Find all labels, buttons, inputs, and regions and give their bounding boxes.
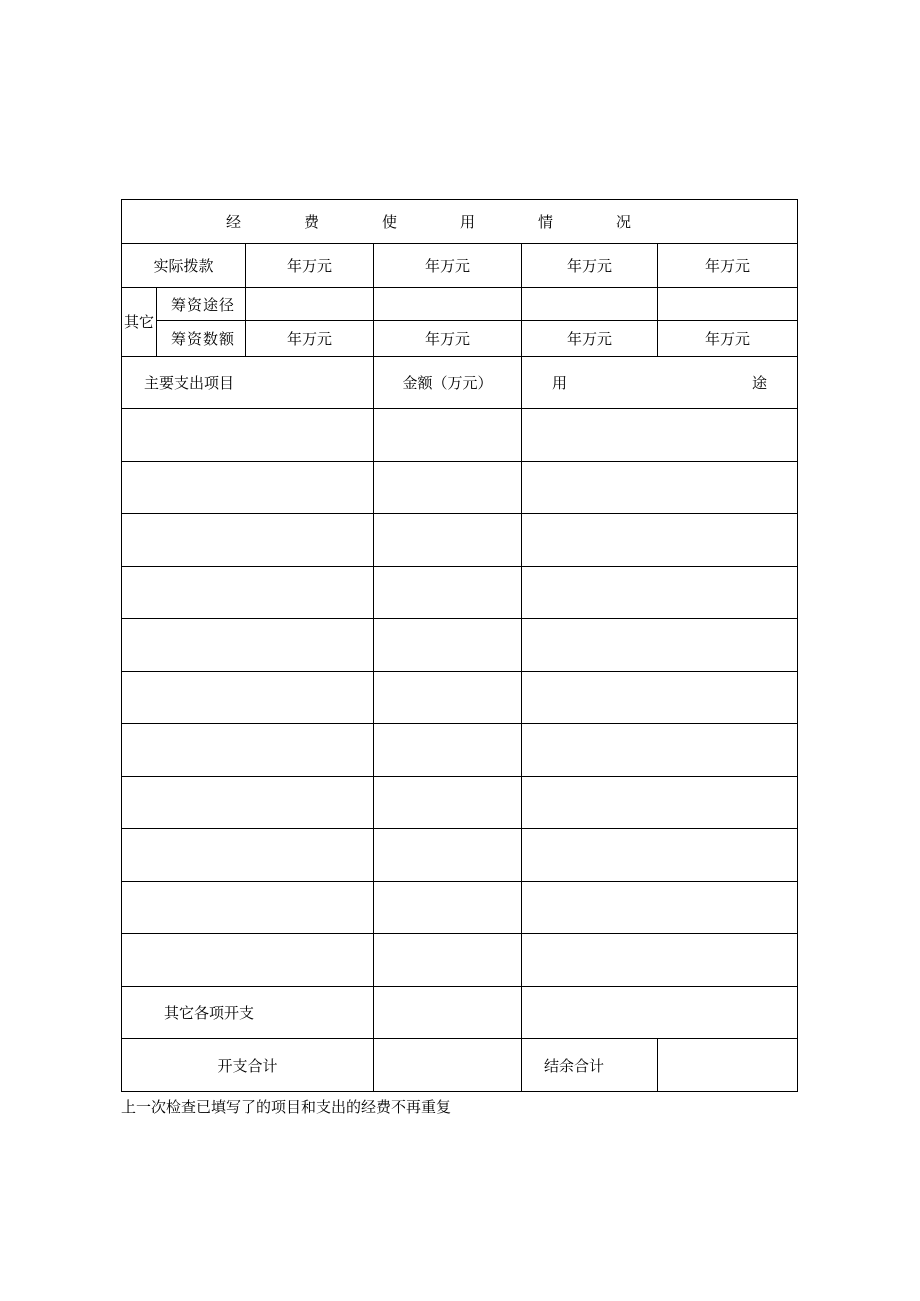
allocation-label: 实际拨款 [122,244,246,288]
funding-channel-label: 筹资途径 [157,288,246,321]
expense-header-row [122,357,798,409]
allocation-value-4[interactable]: 年万元 [658,244,798,288]
expense-amount-cell[interactable] [374,829,522,882]
funding-channel-cell-4[interactable] [658,288,798,321]
expense-usage-cell[interactable] [522,829,798,882]
expense-item-cell[interactable] [122,566,374,619]
expense-amount-cell[interactable] [374,619,522,672]
expense-usage-cell[interactable] [522,514,798,567]
expense-row [122,881,798,934]
expense-usage-cell[interactable] [522,566,798,619]
other-expenses-usage-cell[interactable] [522,986,798,1039]
expense-amount-cell[interactable] [374,409,522,462]
expense-row [122,461,798,514]
table-title [122,200,798,244]
expense-amount-cell[interactable] [374,881,522,934]
expense-item-cell[interactable] [122,829,374,882]
allocation-value-3[interactable]: 年万元 [522,244,658,288]
other-expenses-row [122,986,798,1039]
expense-amount-cell[interactable] [374,461,522,514]
items-header: 主要支出项目 [122,357,374,409]
expense-usage-cell[interactable] [522,776,798,829]
title-char: 用 [460,213,476,231]
title-char: 费 [304,213,320,231]
title-char: 况 [616,213,632,231]
title-char: 情 [538,213,554,231]
funding-channel-row [122,288,798,321]
expense-row [122,409,798,462]
expense-amount-cell[interactable] [374,776,522,829]
expense-usage-cell[interactable] [522,671,798,724]
expense-amount-cell[interactable] [374,566,522,619]
expense-amount-cell[interactable] [374,514,522,567]
expense-usage-cell[interactable] [522,934,798,987]
expense-amount-cell[interactable] [374,724,522,777]
funding-amount-value-2[interactable]: 年万元 [374,321,522,357]
funding-channel-cell-3[interactable] [522,288,658,321]
expense-item-cell[interactable] [122,881,374,934]
title-char: 经 [226,213,242,231]
amount-header: 金额（万元） [374,357,522,409]
funding-channel-cell-1[interactable] [246,288,374,321]
footnote: 上一次检查已填写了的项目和支出的经费不再重复 [121,1098,452,1116]
expense-row [122,619,798,672]
expense-row [122,724,798,777]
funding-amount-label: 筹资数额 [157,321,246,357]
expense-usage-cell[interactable] [522,409,798,462]
expense-amount-cell[interactable] [374,934,522,987]
expense-usage-cell[interactable] [522,619,798,672]
expense-row [122,671,798,724]
total-expense-value-cell[interactable] [374,1039,522,1092]
balance-total-value-cell[interactable] [658,1039,798,1092]
expense-usage-cell[interactable] [522,724,798,777]
expense-item-cell[interactable] [122,724,374,777]
expense-usage-cell[interactable] [522,461,798,514]
funding-channel-cell-2[interactable] [374,288,522,321]
usage-header-char: 途 [752,374,768,392]
usage-header-char: 用 [552,374,568,392]
totals-row [122,1039,798,1092]
expense-item-cell[interactable] [122,619,374,672]
total-expense-label: 开支合计 [122,1039,374,1092]
funding-amount-value-3[interactable]: 年万元 [522,321,658,357]
funding-amount-row [122,321,798,357]
title-char: 使 [382,213,398,231]
balance-total-label: 结余合计 [522,1039,658,1092]
expense-item-cell[interactable] [122,461,374,514]
usage-header [522,357,798,409]
funding-amount-value-1[interactable]: 年万元 [246,321,374,357]
expense-usage-cell[interactable] [522,881,798,934]
expense-item-cell[interactable] [122,934,374,987]
expense-row [122,829,798,882]
expense-row [122,514,798,567]
expense-row [122,776,798,829]
other-label: 其它 [122,288,157,357]
expense-item-cell[interactable] [122,776,374,829]
expense-row [122,566,798,619]
expense-item-cell[interactable] [122,671,374,724]
title-row [122,200,798,244]
allocation-value-1[interactable]: 年万元 [246,244,374,288]
other-expenses-amount-cell[interactable] [374,986,522,1039]
allocation-row [122,244,798,288]
funding-amount-value-4[interactable]: 年万元 [658,321,798,357]
expense-item-cell[interactable] [122,409,374,462]
funds-usage-table [121,199,798,1092]
expense-row [122,934,798,987]
allocation-value-2[interactable]: 年万元 [374,244,522,288]
other-expenses-label: 其它各项开支 [122,986,374,1039]
expense-amount-cell[interactable] [374,671,522,724]
expense-item-cell[interactable] [122,514,374,567]
